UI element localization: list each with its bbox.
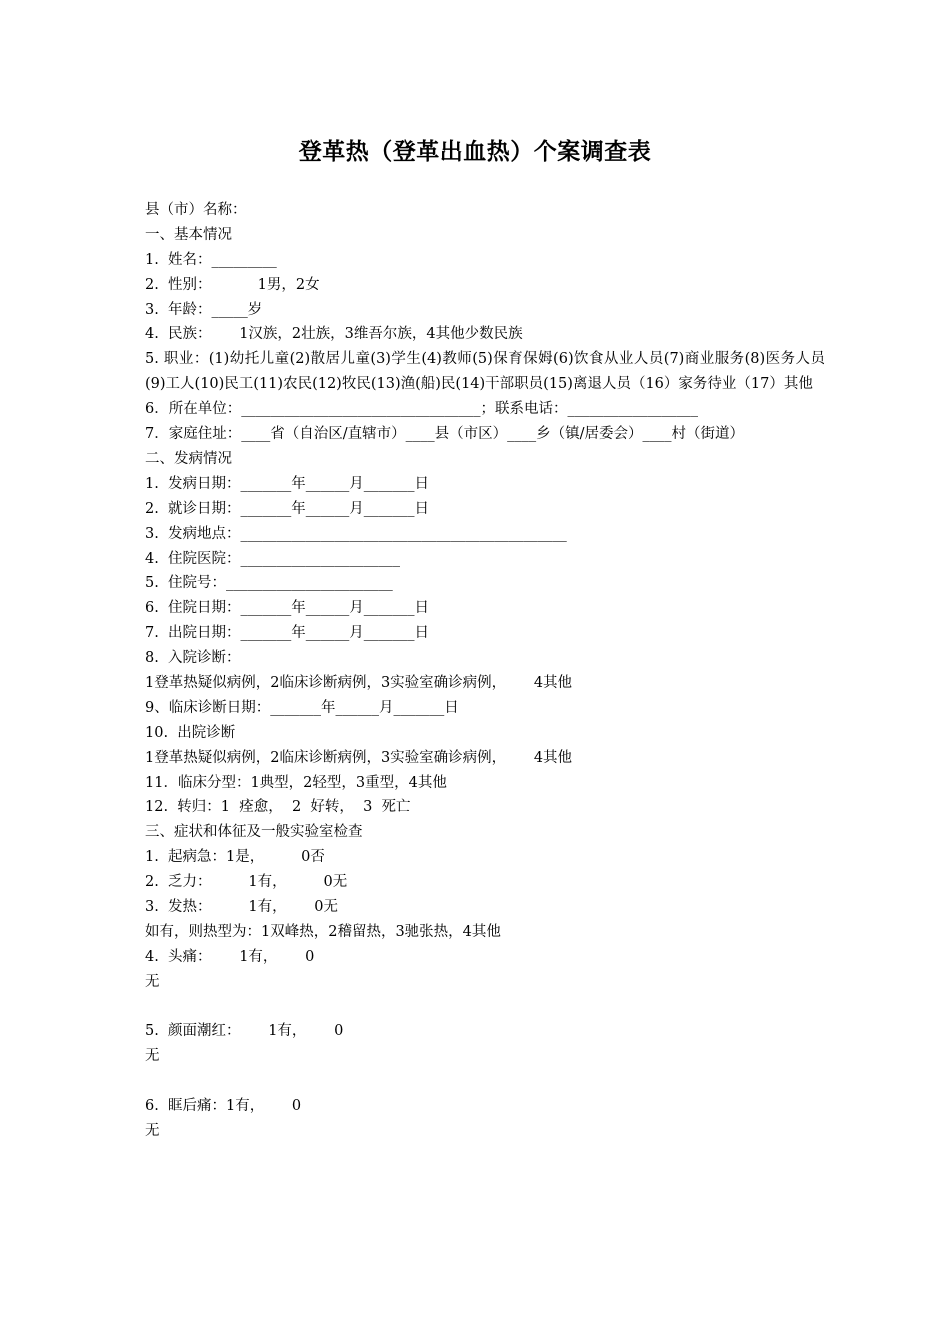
blank-line	[145, 1069, 825, 1094]
acute-onset-field: 1. 起病急：1是， 0否	[145, 849, 325, 866]
discharge-diagnosis-label: 10. 出院诊断	[145, 724, 236, 741]
hospital-field: 4. 住院医院：______________________	[145, 550, 401, 567]
discharge-date-field: 7. 出院日期：_______年______月_______日	[145, 625, 430, 642]
section-heading-basic: 一、基本情况	[145, 226, 232, 243]
address-field: 7．家庭住址：____省（自治区/直辖市）____县（市区）____乡（镇/居委会）____村（街道）	[145, 426, 744, 443]
facial-flush-none-option: 无	[145, 1048, 160, 1065]
sex-field: 2. 性别： 1男，2女	[145, 276, 320, 293]
ethnicity-field: 4. 民族： 1汉族，2壮族，3维吾尔族，4其他少数民族	[145, 326, 523, 343]
visit-date-field: 2. 就诊日期：_______年______月_______日	[145, 500, 430, 517]
discharge-diagnosis-options: 1登革热疑似病例，2临床诊断病例，3实验室确诊病例， 4其他	[145, 749, 573, 766]
headache-none-option: 无	[145, 973, 160, 990]
document-title: 登革热（登革出血热）个案调查表	[298, 138, 652, 165]
fatigue-field: 2. 乏力： 1有， 0无	[145, 874, 348, 891]
fever-type-field: 如有，则热型为：1双峰热，2稽留热，3驰张热，4其他	[145, 923, 501, 940]
workplace-field: 6．所在单位：_________________________________；联系电话：__________________	[145, 401, 698, 418]
orbital-pain-none-option: 无	[145, 1122, 160, 1139]
section-heading-onset: 二、发病情况	[145, 450, 232, 467]
fever-field: 3. 发热： 1有， 0无	[145, 898, 339, 915]
county-line: 县（市）名称：	[145, 202, 247, 218]
blank-line	[145, 995, 825, 1020]
admit-diagnosis-label: 8. 入院诊断：	[145, 650, 241, 667]
name-field: 1. 姓名：_________	[145, 251, 277, 268]
onset-place-field: 3. 发病地点：_____________________________________________	[145, 525, 567, 542]
form-body	[145, 198, 825, 1144]
facial-flush-field: 5. 颜面潮红： 1有， 0	[145, 1023, 344, 1040]
hospital-number-field: 5. 住院号：_______________________	[145, 575, 393, 592]
onset-date-field: 1. 发病日期：_______年______月_______日	[145, 475, 430, 492]
outcome-field: 12. 转归：1 痊愈， 2 好转， 3 死亡	[145, 799, 411, 816]
headache-field: 4. 头痛： 1有， 0	[145, 948, 315, 965]
orbital-pain-field: 6. 眶后痛：1有， 0	[145, 1098, 302, 1115]
admit-date-field: 6. 住院日期：_______年______月_______日	[145, 600, 430, 617]
admit-diagnosis-options: 1登革热疑似病例，2临床诊断病例，3实验室确诊病例， 4其他	[145, 674, 573, 691]
section-heading-symptoms: 三、症状和体征及一般实验室检查	[145, 824, 363, 841]
clinical-diagnosis-date-field: 9、临床诊断日期：_______年______月_______日	[145, 699, 459, 716]
age-field: 3. 年龄：_____岁	[145, 301, 263, 318]
occupation-field: 5. 职业：(1)幼托儿童(2)散居儿童(3)学生(4)教师(5)保育保姆(6)饮食从业人员(7)商业服务(8)医务人员(9)工人(10)民工(11)农民(12)牧民(13)渔(船)民(14)干部职员(15)离退人员（16）家务待业（17）其他	[145, 351, 825, 393]
clinical-type-field: 11．临床分型：1典型，2轻型，3重型，4其他	[145, 774, 447, 791]
